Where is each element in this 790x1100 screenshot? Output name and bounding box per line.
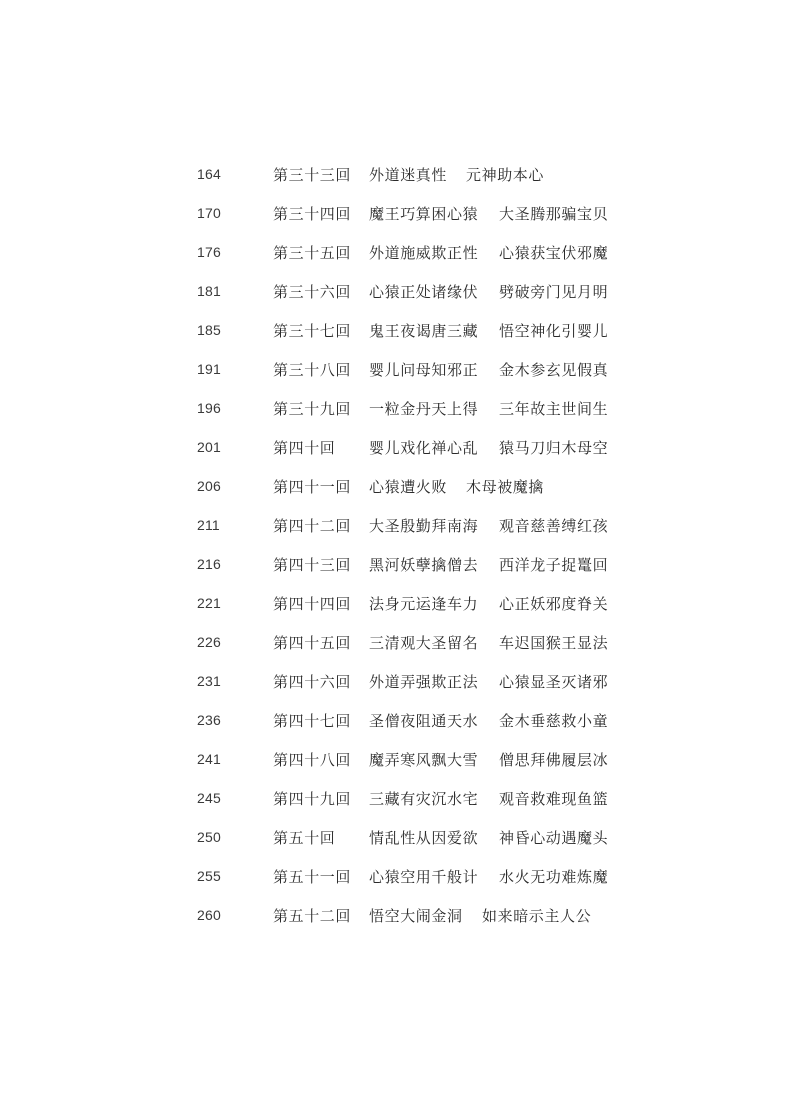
chapter-title-second: 车迟国猴王显法 [499,634,609,652]
chapter-title-first: 心猿遭火败 [369,478,448,496]
chapter-number: 第三十六回 [273,283,352,301]
chapter-number: 第三十三回 [273,166,352,184]
page-number: 221 [197,595,221,611]
page-number: 211 [197,517,220,533]
chapter-number: 第四十九回 [273,790,352,808]
page-number: 191 [197,361,221,377]
chapter-title-first: 黑河妖孽擒僧去 [369,556,479,574]
chapter-title-first: 三清观大圣留名 [369,634,479,652]
chapter-title-second: 猿马刀归木母空 [499,439,609,457]
page-number: 216 [197,556,221,572]
chapter-number: 第三十七回 [273,322,352,340]
chapter-title-second: 大圣腾那骗宝贝 [499,205,609,223]
chapter-title-second: 心正妖邪度脊关 [499,595,609,613]
toc-entry [0,827,790,866]
chapter-number: 第四十三回 [273,556,352,574]
chapter-title-second: 劈破旁门见月明 [499,283,609,301]
chapter-title-second: 心猿获宝伏邪魔 [499,244,609,262]
page-number: 196 [197,400,221,416]
page-number: 245 [197,790,221,806]
chapter-title-first: 心猿正处诸缘伏 [369,283,479,301]
chapter-number: 第三十九回 [273,400,352,418]
chapter-number: 第四十六回 [273,673,352,691]
chapter-number: 第五十一回 [273,868,352,886]
chapter-title-second: 僧思拜佛履层冰 [499,751,609,769]
page-number: 185 [197,322,221,338]
chapter-title-first: 三藏有灾沉水宅 [369,790,479,808]
chapter-title-second: 观音救难现鱼篮 [499,790,609,808]
page-number: 170 [197,205,221,221]
chapter-title-first: 婴儿戏化禅心乱 [369,439,479,457]
chapter-title-first: 圣僧夜阻通天水 [369,712,479,730]
chapter-title-second: 三年故主世间生 [499,400,609,418]
chapter-title-second: 心猿显圣灭诸邪 [499,673,609,691]
toc-entry [0,593,790,632]
chapter-title-first: 婴儿问母知邪正 [369,361,479,379]
chapter-number: 第四十二回 [273,517,352,535]
page-number: 206 [197,478,221,494]
chapter-title-first: 一粒金丹天上得 [369,400,479,418]
toc-entry [0,203,790,242]
chapter-title-first: 心猿空用千般计 [369,868,479,886]
page-number: 231 [197,673,221,689]
chapter-number: 第四十一回 [273,478,352,496]
chapter-number: 第五十二回 [273,907,352,925]
chapter-title-first: 外道弄强欺正法 [369,673,479,691]
toc-entry [0,671,790,710]
chapter-number: 第四十回 [273,439,336,457]
chapter-title-first: 情乱性从因爱欲 [369,829,479,847]
chapter-title-second: 观音慈善缚红孩 [499,517,609,535]
toc-entry [0,398,790,437]
chapter-title-second: 金木垂慈救小童 [499,712,609,730]
toc-entry [0,710,790,749]
chapter-number: 第五十回 [273,829,336,847]
page-number: 255 [197,868,221,884]
page-number: 250 [197,829,221,845]
page-number: 176 [197,244,221,260]
toc-entry [0,359,790,398]
chapter-number: 第三十五回 [273,244,352,262]
chapter-title-second: 水火无功难炼魔 [499,868,609,886]
toc-entry [0,476,790,515]
chapter-title-first: 法身元运逢车力 [369,595,479,613]
chapter-number: 第四十四回 [273,595,352,613]
page-number: 241 [197,751,221,767]
chapter-number: 第三十八回 [273,361,352,379]
chapter-title-first: 魔弄寒风飘大雪 [369,751,479,769]
page-number: 201 [197,439,221,455]
chapter-number: 第三十四回 [273,205,352,223]
chapter-number: 第四十八回 [273,751,352,769]
toc-entry [0,320,790,359]
toc-entry [0,164,790,203]
chapter-title-second: 金木参玄见假真 [499,361,609,379]
toc-entry [0,632,790,671]
chapter-title-second: 木母被魔擒 [466,478,545,496]
page-number: 181 [197,283,221,299]
chapter-title-first: 外道施威欺正性 [369,244,479,262]
chapter-title-first: 悟空大闹金洞 [369,907,463,925]
chapter-title-first: 鬼王夜谒唐三藏 [369,322,479,340]
chapter-title-second: 悟空神化引婴儿 [499,322,609,340]
chapter-number: 第四十七回 [273,712,352,730]
page-number: 164 [197,166,221,182]
page-number: 226 [197,634,221,650]
toc-entry [0,437,790,476]
toc-entry [0,281,790,320]
table-of-contents [0,164,790,944]
toc-entry [0,242,790,281]
page-number: 236 [197,712,221,728]
toc-entry [0,554,790,593]
chapter-title-first: 魔王巧算困心猿 [369,205,479,223]
chapter-title-second: 如来暗示主人公 [482,907,592,925]
page-number: 260 [197,907,221,923]
toc-entry [0,866,790,905]
chapter-title-second: 元神助本心 [466,166,545,184]
toc-entry [0,749,790,788]
toc-entry [0,515,790,554]
chapter-title-second: 西洋龙子捉鼍回 [499,556,609,574]
toc-entry [0,905,790,944]
chapter-title-first: 外道迷真性 [369,166,448,184]
chapter-number: 第四十五回 [273,634,352,652]
chapter-title-second: 神昏心动遇魔头 [499,829,609,847]
toc-entry [0,788,790,827]
chapter-title-first: 大圣殷勤拜南海 [369,517,479,535]
